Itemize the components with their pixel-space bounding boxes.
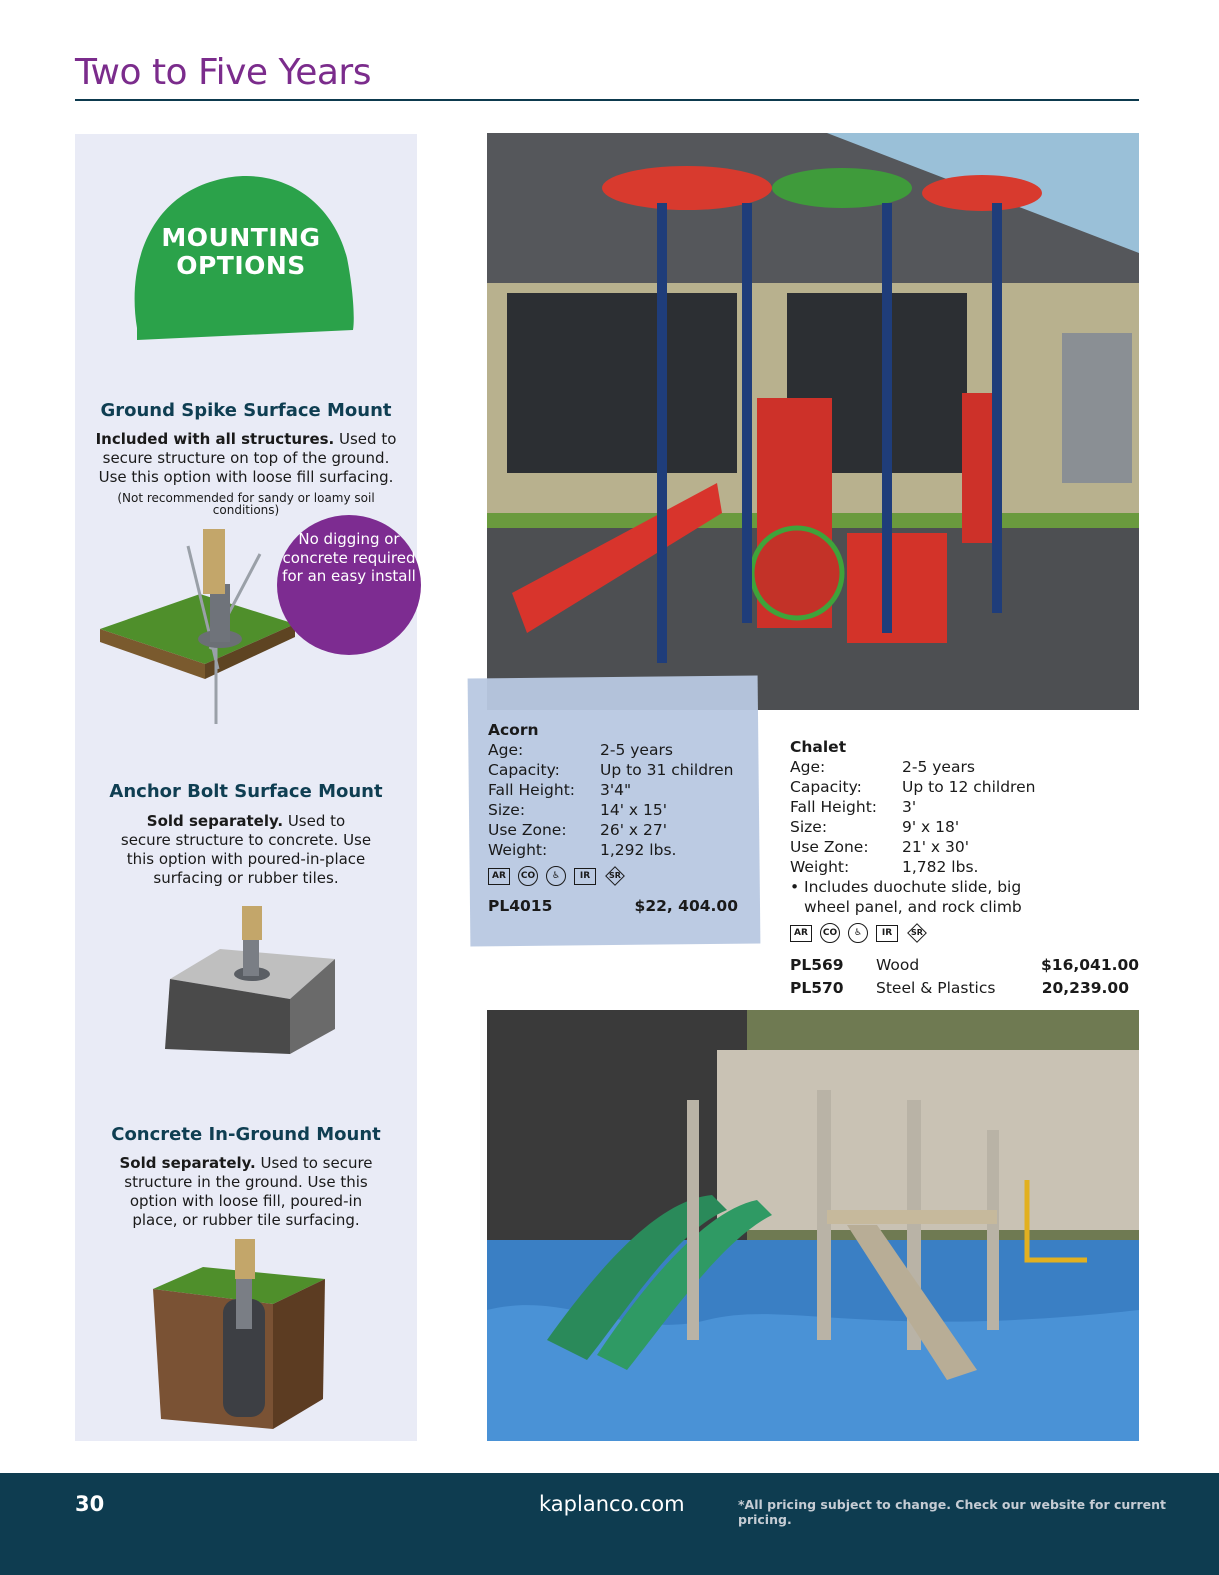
title-rule — [75, 99, 1139, 101]
chalet-spec-row: Size: 9' x 18' — [790, 818, 960, 836]
chalet-spec-row: Capacity: Up to 12 children — [790, 778, 1036, 796]
acorn-product-photo — [487, 133, 1139, 710]
acorn-sku: PL4015 — [488, 897, 553, 915]
page-number: 30 — [75, 1492, 105, 1516]
anchor-bolt-illustration — [160, 904, 340, 1064]
ground-spike-title: Ground Spike Surface Mount — [100, 400, 392, 421]
chalet-spec-row: Age: 2-5 years — [790, 758, 975, 776]
co-cert-icon: CO — [820, 923, 840, 943]
ir-cert-icon: IR — [876, 925, 898, 942]
ir-cert-icon: IR — [574, 868, 596, 885]
website-link[interactable]: kaplanco.com — [539, 1492, 685, 1516]
chalet-certification-icons — [790, 923, 1135, 943]
concrete-mount-lead: Sold separately. — [119, 1154, 256, 1172]
accessible-icon: ♿ — [546, 866, 566, 886]
chalet-spec-row: Fall Height: 3' — [790, 798, 917, 816]
chalet-price-row: PL570 Steel & Plastics 20,239.00 — [790, 979, 1129, 997]
anchor-bolt-body: Used to secure structure to concrete. Use this option with poured-in-place surfacing or rubber tiles. — [120, 812, 372, 887]
acorn-certification-icons — [488, 866, 738, 886]
acorn-spec-row: Size: 14' x 15' — [488, 801, 667, 819]
acorn-spec-row: Weight: 1,292 lbs. — [488, 841, 677, 859]
ground-spike-illustration — [100, 524, 300, 724]
ground-spike-lead: Included with all structures. — [95, 430, 335, 448]
acorn-spec-row: Age: 2-5 years — [488, 741, 673, 759]
chalet-spec-row: Weight: 1,782 lbs. — [790, 858, 979, 876]
sr-cert-icon: SR — [907, 923, 927, 943]
co-cert-icon: CO — [518, 866, 538, 886]
acorn-spec-row: Capacity: Up to 31 children — [488, 761, 734, 779]
chalet-spec-row: Use Zone: 21' x 30' — [790, 838, 969, 856]
chalet-feature-bullet: • Includes duochute slide, big wheel panel, and rock climb — [790, 878, 1022, 916]
acorn-spec-row: Fall Height: 3'4" — [488, 781, 632, 799]
ground-spike-note: (Not recommended for sandy or loamy soil conditions) — [117, 491, 375, 517]
concrete-mount-title: Concrete In-Ground Mount — [111, 1124, 381, 1145]
ar-cert-icon: AR — [488, 868, 510, 885]
anchor-bolt-title: Anchor Bolt Surface Mount — [109, 781, 383, 802]
mounting-options-badge-text: MOUNTING OPTIONS — [161, 223, 321, 280]
chalet-product-photo — [487, 1010, 1139, 1441]
mounting-options-sidebar — [75, 134, 417, 1441]
chalet-specs — [790, 737, 1140, 998]
acorn-price-row — [488, 896, 738, 916]
concrete-mount-body: Used to secure structure in the ground. Use this option with loose fill, poured-in place, or rubber tile surfacing. — [124, 1154, 373, 1229]
pricing-disclaimer: *All pricing subject to change. Check our website for current pricing. — [738, 1497, 1166, 1527]
concrete-mount-illustration — [153, 1239, 328, 1429]
acorn-name: Acorn — [488, 721, 539, 739]
concrete-mount-description — [115, 1154, 377, 1230]
acorn-specs — [488, 720, 738, 916]
acorn-spec-row: Use Zone: 26' x 27' — [488, 821, 667, 839]
ground-spike-description — [95, 430, 397, 487]
acorn-price: $22, 404.00 — [634, 897, 738, 915]
sr-cert-icon: SR — [605, 866, 625, 886]
ground-spike-body: Used to secure structure on top of the ground. Use this option with loose fill surfacing. — [98, 430, 397, 486]
anchor-bolt-description — [120, 812, 372, 888]
anchor-bolt-lead: Sold separately. — [146, 812, 284, 830]
ar-cert-icon: AR — [790, 925, 812, 942]
chalet-name: Chalet — [790, 738, 847, 756]
page-title: Two to Five Years — [75, 52, 371, 93]
chalet-price-row: PL569 Wood $16,041.00 — [790, 956, 1140, 974]
accessible-icon: ♿ — [848, 923, 868, 943]
no-digging-callout-text: No digging or concrete required for an easy install — [282, 530, 416, 585]
